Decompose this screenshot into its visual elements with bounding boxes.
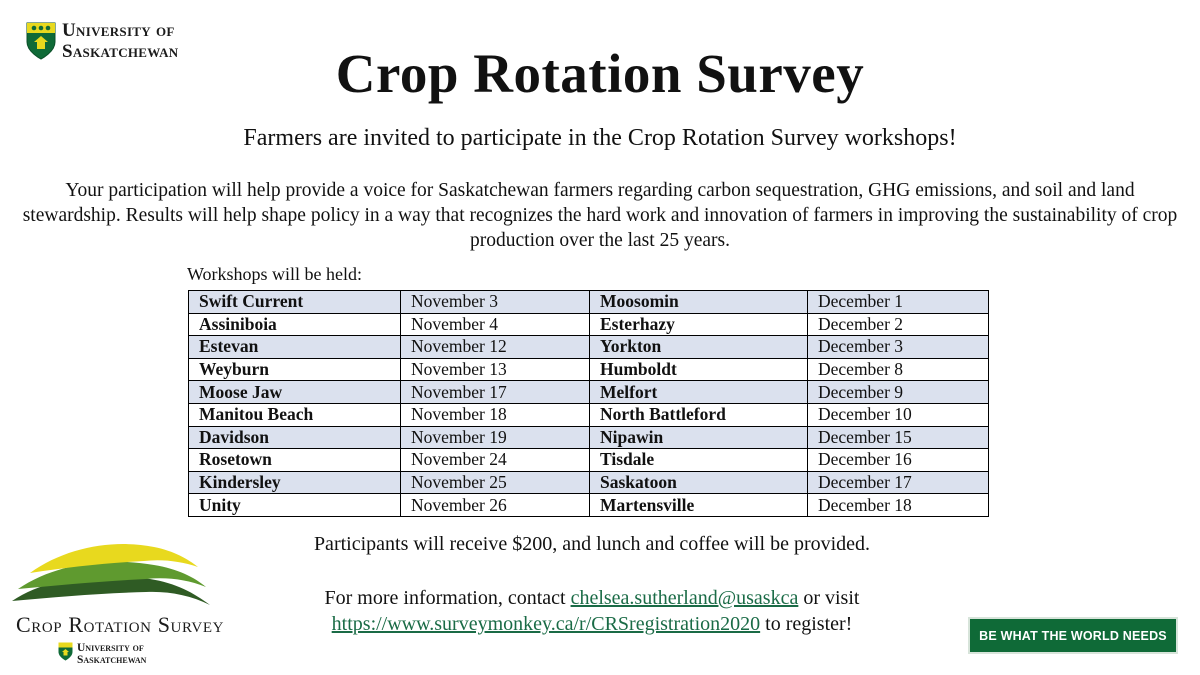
location-cell: Rosetown <box>189 449 401 472</box>
location-cell: Moosomin <box>590 291 808 314</box>
date-cell: December 8 <box>808 358 989 381</box>
location-cell: Nipawin <box>590 426 808 449</box>
date-cell: December 15 <box>808 426 989 449</box>
university-name-line2: Saskatchewan <box>62 41 179 62</box>
contact-email-link[interactable]: chelsea.sutherland@usaskca <box>570 587 799 609</box>
location-cell: Manitou Beach <box>189 403 401 426</box>
university-logo-small <box>58 642 146 666</box>
workshops-label: Workshops will be held: <box>187 264 363 284</box>
participants-note: Participants will receive $200, and lunch and coffee will be provided. <box>313 533 871 555</box>
location-cell: Humboldt <box>590 358 808 381</box>
location-cell: North Battleford <box>590 403 808 426</box>
table-row <box>189 426 989 449</box>
tagline-banner: BE WHAT THE WORLD NEEDS <box>968 617 1178 654</box>
page-title: Crop Rotation Survey <box>335 43 865 104</box>
date-cell: November 12 <box>401 336 590 359</box>
intro-paragraph: Your participation will help provide a voice for Saskatchewan farmers regarding carbon sequestration, GHG emissions, and soil and land stewardship. Results will help shape policy in a way that recognizes the hard work and innovation of farmers in improving the sustainability of crop production over the last 25 years. <box>22 180 1178 251</box>
location-cell: Swift Current <box>189 291 401 314</box>
crop-rotation-survey-wordmark: Crop Rotation Survey <box>16 612 225 637</box>
date-cell: December 3 <box>808 336 989 359</box>
table-row <box>189 449 989 472</box>
location-cell: Esterhazy <box>590 313 808 336</box>
date-cell: November 19 <box>401 426 590 449</box>
date-cell: November 13 <box>401 358 590 381</box>
table-row <box>189 471 989 494</box>
crop-rotation-survey-logo-icon <box>8 535 213 610</box>
date-cell: November 3 <box>401 291 590 314</box>
contact-middle: or visit <box>798 587 860 609</box>
contact-prefix: For more information, contact <box>324 587 571 609</box>
university-small-line2: Saskatchewan <box>77 654 147 667</box>
date-cell: November 17 <box>401 381 590 404</box>
university-name-line1: University of <box>62 20 175 41</box>
workshop-schedule-table <box>188 290 989 517</box>
location-cell: Davidson <box>189 426 401 449</box>
invite-text: Farmers are invited to participate in the Crop Rotation Survey workshops! <box>243 125 957 151</box>
date-cell: November 4 <box>401 313 590 336</box>
location-cell: Estevan <box>189 336 401 359</box>
location-cell: Yorkton <box>590 336 808 359</box>
contact-suffix: to register! <box>760 613 853 635</box>
location-cell: Saskatoon <box>590 471 808 494</box>
table-row <box>189 358 989 381</box>
table-row <box>189 291 989 314</box>
table-row <box>189 494 989 517</box>
date-cell: December 2 <box>808 313 989 336</box>
location-cell: Unity <box>189 494 401 517</box>
table-row <box>189 381 989 404</box>
location-cell: Weyburn <box>189 358 401 381</box>
date-cell: December 1 <box>808 291 989 314</box>
date-cell: November 18 <box>401 403 590 426</box>
location-cell: Melfort <box>590 381 808 404</box>
date-cell: November 26 <box>401 494 590 517</box>
university-small-line1: University of <box>77 642 144 654</box>
date-cell: November 24 <box>401 449 590 472</box>
location-cell: Assiniboia <box>189 313 401 336</box>
date-cell: December 10 <box>808 403 989 426</box>
date-cell: December 18 <box>808 494 989 517</box>
date-cell: November 25 <box>401 471 590 494</box>
date-cell: December 9 <box>808 381 989 404</box>
location-cell: Martensville <box>590 494 808 517</box>
table-row <box>189 336 989 359</box>
location-cell: Moose Jaw <box>189 381 401 404</box>
table-row <box>189 403 989 426</box>
date-cell: December 17 <box>808 471 989 494</box>
location-cell: Kindersley <box>189 471 401 494</box>
university-shield-small-icon <box>58 642 73 666</box>
table-row <box>189 313 989 336</box>
date-cell: December 16 <box>808 449 989 472</box>
location-cell: Tisdale <box>590 449 808 472</box>
registration-link[interactable]: https://www.surveymonkey.ca/r/CRSregistration2020 <box>331 613 761 635</box>
